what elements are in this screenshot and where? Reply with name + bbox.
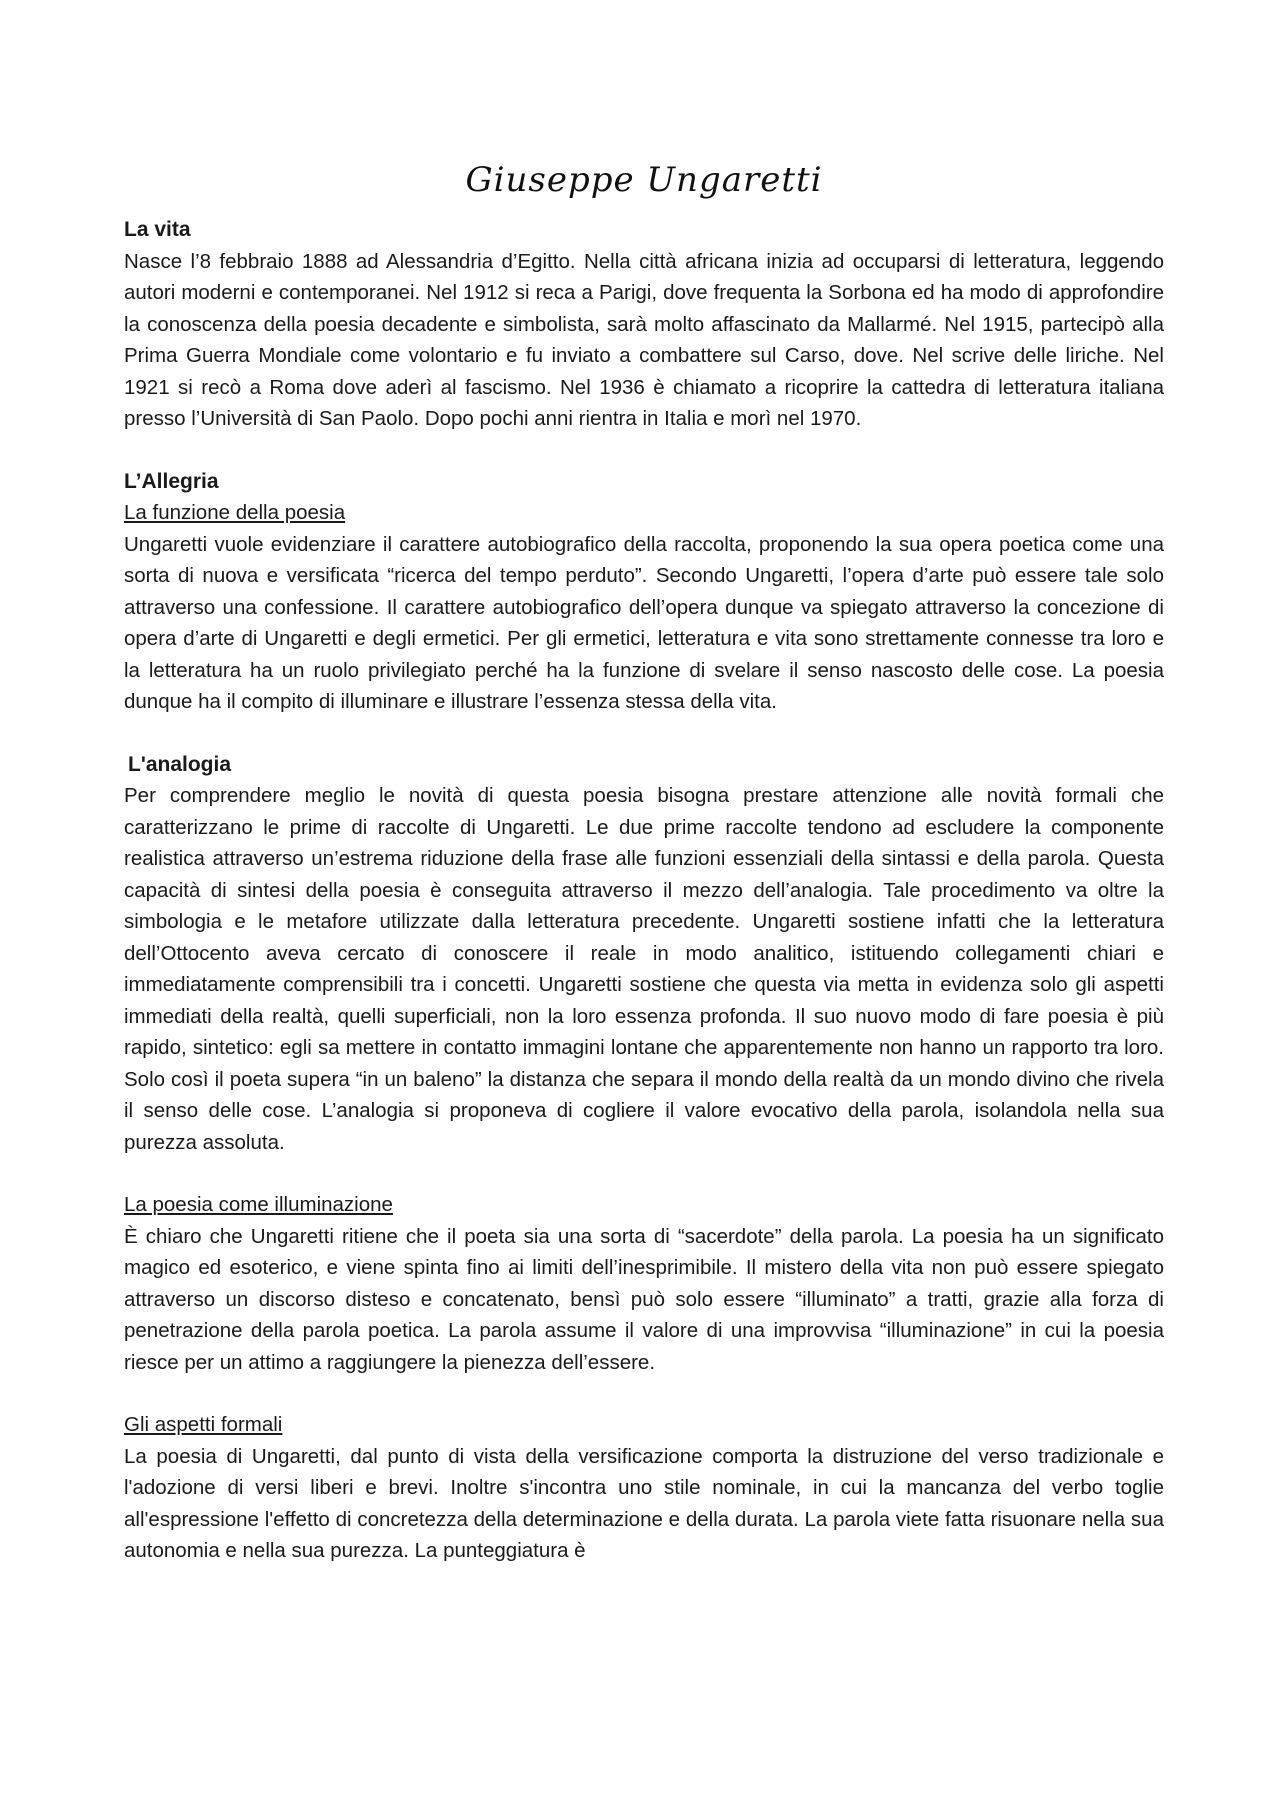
paragraph-funzione-poesia: Ungaretti vuole evidenziare il carattere autobiografico della raccolta, proponendo la sua opera poetica come una sorta di nuova e versificata “ricerca del tempo perduto”. Secondo Ungaretti, l’opera d’arte può essere tale solo attraverso una confessione. Il carattere autobiografico dell’opera dunque va spiegato attraverso la concezione di opera d’arte di Ungaretti e degli ermetici. Per gli ermetici, letteratura e vita sono strettamente connesse tra loro e la letteratura ha un ruolo privilegiato perché ha la funzione di svelare il senso nascosto delle cose. La poesia dunque ha il compito di illuminare e illustrare l’essenza stessa della vita. [124,532,1164,713]
document-title: Giuseppe Ungaretti [465,160,823,200]
paragraph-illuminazione: È chiaro che Ungaretti ritiene che il poeta sia una sorta di “sacerdote” della parola. La poesia ha un significato magico ed esoterico, e viene spinta fino ai limiti dell’inesprimibile. Il mistero della vita non può essere spiegato attraverso un discorso disteso e concatenato, bensì può solo essere “illuminato” a tratti, grazie alla forza di penetrazione della parola poetica. La parola assume il valore di una improvvisa “illuminazione” in cui la poesia riesce per un attimo a raggiungere la pienezza dell’essere. [124,1224,1164,1374]
subheading-illuminazione: La poesia come illuminazione [124,1193,393,1216]
spacer [124,1378,1164,1409]
document-page [124,150,1164,1567]
section-heading-vita: La vita [124,218,191,241]
section-formali [124,1409,1164,1567]
section-vita [124,214,1164,435]
spacer [124,718,1164,749]
subheading-funzione-poesia: La funzione della poesia [124,501,346,524]
paragraph-analogia: Per comprendere meglio le novità di questa poesia bisogna prestare attenzione alle novità formali che caratterizzano le prime di raccolte di Ungaretti. Le due prime raccolte tendono ad escludere la componente realistica attraverso un’estrema riduzione della frase alle funzioni essenziali della sintassi e della parola. Questa capacità di sintesi della poesia è conseguita attraverso il mezzo dell’analogia. Tale procedimento va oltre la simbologia e le metafore utilizzate dalla letteratura precedente. Ungaretti sostiene infatti che la letteratura dell’Ottocento aveva cercato di conoscere il reale in modo analitico, istituendo collegamenti chiari e immediatamente comprensibili tra i concetti. Ungaretti sostiene che questa via metta in evidenza solo gli aspetti immediati della realtà, quelli superficiali, non la loro essenza profonda. Il suo nuovo modo di fare poesia è più rapido, sintetico: egli sa mettere in contatto immagini lontane che apparentemente non hanno un rapporto tra loro. Solo così il poeta supera “in un baleno” la distanza che separa il mondo della realtà da un mondo divino che rivela il senso delle cose. L’analogia si proponeva di cogliere il valore evocativo della parola, isolandola nella sua purezza assoluta. [124,784,1164,1154]
section-heading-analogia: L'analogia [128,752,232,776]
paragraph-aspetti-formali: La poesia di Ungaretti, dal punto di vista della versificazione comporta la distruzione del verso tradizionale e l'adozione di versi liberi e brevi. Inoltre s'incontra uno stile nominale, in cui la mancanza del verbo toglie all'espressione l'effetto di concretezza della determinazione e della durata. La parola viete fatta risuonare nella sua autonomia e nella sua purezza. La punteggiatura è [124,1444,1164,1562]
section-allegria [124,466,1164,718]
paragraph-vita: Nasce l’8 febbraio 1888 ad Alessandria d’Egitto. Nella città africana inizia ad occuparsi di letteratura, leggendo autori moderni e contemporanei. Nel 1912 si reca a Parigi, dove frequenta la Sorbona ed ha modo di approfondire la conoscenza della poesia decadente e simbolista, sarà molto affascinato da Mallarmé. Nel 1915, partecipò alla Prima Guerra Mondiale come volontario e fu inviato a combattere sul Carso, dove. Nel scrive delle liriche. Nel 1921 si recò a Roma dove aderì al fascismo. Nel 1936 è chiamato a ricoprire la cattedra di letteratura italiana presso l’Università di San Paolo. Dopo pochi anni rientra in Italia e morì nel 1970. [124,249,1164,430]
section-heading-allegria: L’Allegria [124,469,219,493]
subheading-aspetti-formali: Gli aspetti formali [124,1413,283,1436]
spacer [124,1158,1164,1189]
section-analogia [124,749,1164,1159]
section-illuminazione [124,1189,1164,1378]
spacer [124,435,1164,466]
